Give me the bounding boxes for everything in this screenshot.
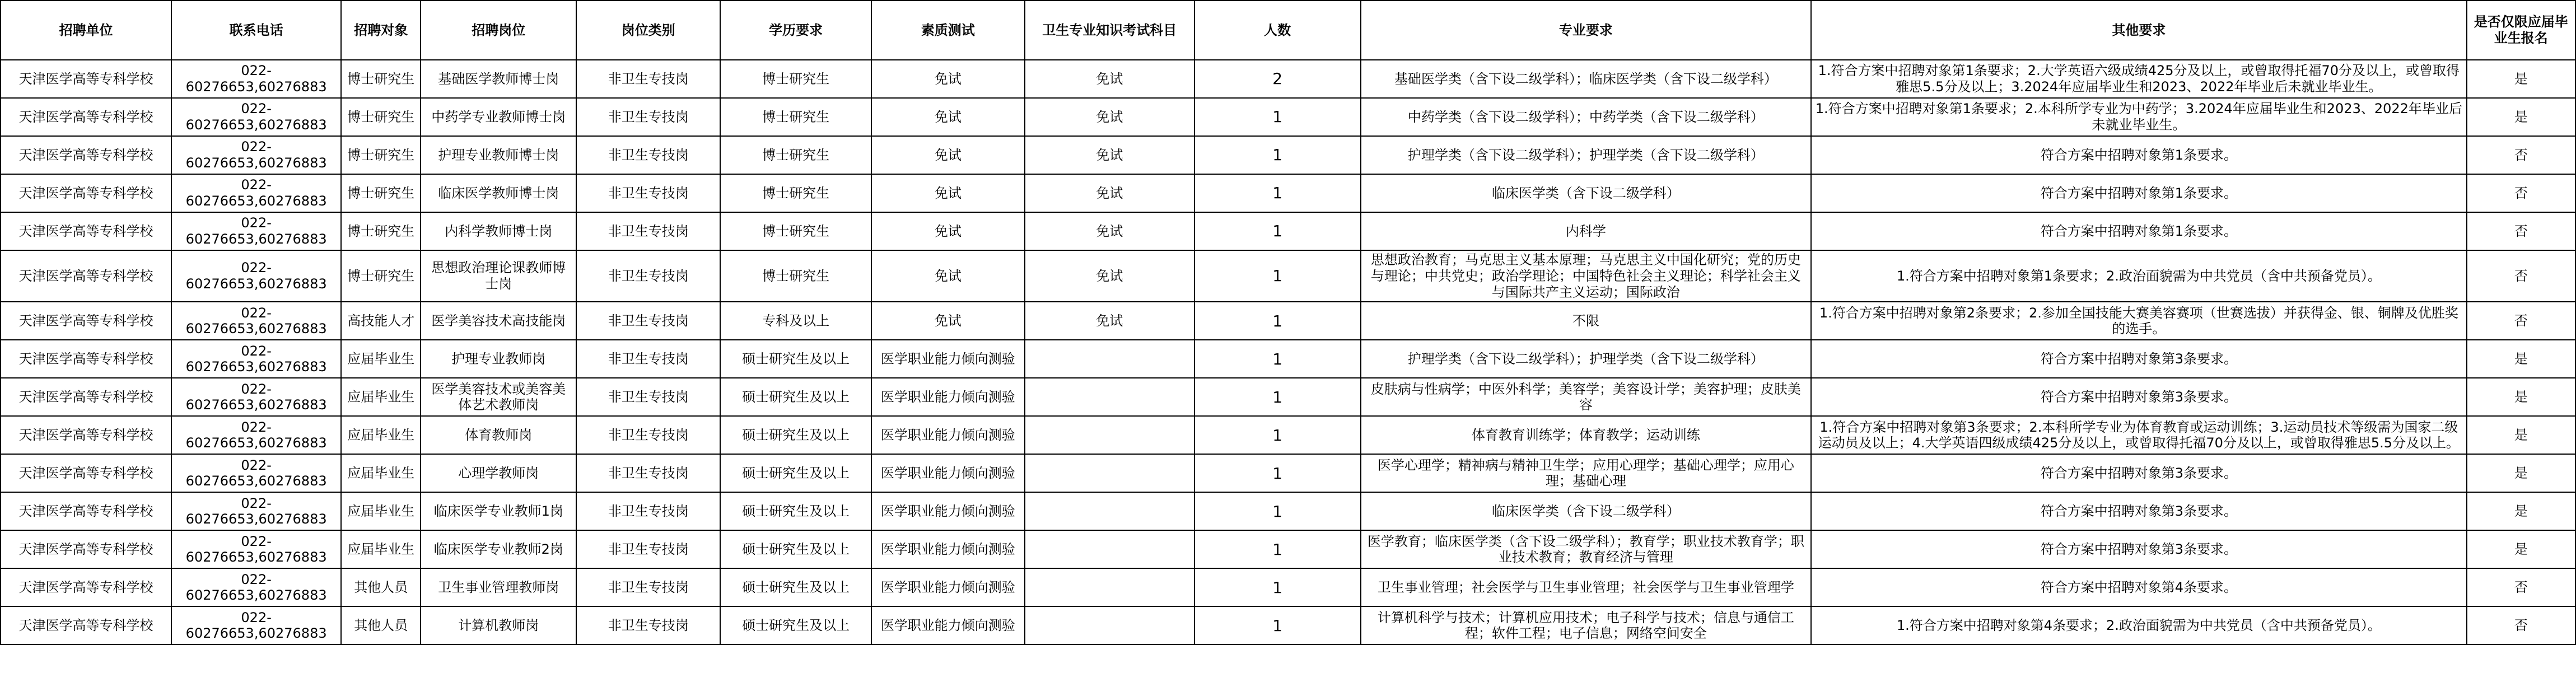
cell-post: 中药学专业教师博士岗 <box>421 98 576 136</box>
cell-major: 思想政治教育；马克思主义基本原理；马克思主义中国化研究；党的历史与理论；中共党史；政治学理论；中国特色社会主义理论；科学社会主义与国际共产主义运动；国际政治 <box>1361 250 1812 302</box>
cell-education: 博士研究生 <box>720 212 871 250</box>
header-phone: 联系电话 <box>171 1 341 60</box>
cell-fresh: 是 <box>2467 378 2575 416</box>
cell-test: 医学职业能力倾向测验 <box>871 340 1025 378</box>
cell-major: 体育教育训练学；体育教学；运动训练 <box>1361 416 1812 454</box>
cell-major: 不限 <box>1361 302 1812 340</box>
cell-test: 医学职业能力倾向测验 <box>871 454 1025 492</box>
table-row <box>1 174 2575 212</box>
cell-exam: 免试 <box>1025 136 1194 174</box>
cell-target: 应届毕业生 <box>341 416 421 454</box>
header-target: 招聘对象 <box>341 1 421 60</box>
cell-major: 临床医学类（含下设二级学科） <box>1361 174 1812 212</box>
table-row <box>1 454 2575 492</box>
cell-major: 医学心理学；精神病与精神卫生学；应用心理学；基础心理学；应用心理；基础心理 <box>1361 454 1812 492</box>
cell-target: 高技能人才 <box>341 302 421 340</box>
cell-category: 非卫生专技岗 <box>576 212 720 250</box>
table-row <box>1 60 2575 98</box>
cell-target: 博士研究生 <box>341 212 421 250</box>
cell-fresh: 否 <box>2467 212 2575 250</box>
cell-target: 其他人员 <box>341 606 421 644</box>
cell-other: 符合方案中招聘对象第1条要求。 <box>1811 174 2466 212</box>
cell-category: 非卫生专技岗 <box>576 378 720 416</box>
cell-unit: 天津医学高等专科学校 <box>1 530 171 568</box>
cell-post: 护理专业教师岗 <box>421 340 576 378</box>
header-category: 岗位类别 <box>576 1 720 60</box>
cell-unit: 天津医学高等专科学校 <box>1 98 171 136</box>
cell-post: 临床医学专业教师1岗 <box>421 492 576 530</box>
cell-category: 非卫生专技岗 <box>576 136 720 174</box>
cell-fresh: 否 <box>2467 136 2575 174</box>
table-row <box>1 530 2575 568</box>
cell-other: 符合方案中招聘对象第3条要求。 <box>1811 340 2466 378</box>
cell-fresh: 是 <box>2467 416 2575 454</box>
cell-post: 体育教师岗 <box>421 416 576 454</box>
cell-post: 思想政治理论课教师博士岗 <box>421 250 576 302</box>
cell-category: 非卫生专技岗 <box>576 340 720 378</box>
cell-education: 硕士研究生及以上 <box>720 530 871 568</box>
cell-category: 非卫生专技岗 <box>576 60 720 98</box>
cell-exam <box>1025 454 1194 492</box>
cell-exam <box>1025 340 1194 378</box>
cell-count: 1 <box>1194 340 1361 378</box>
cell-test: 医学职业能力倾向测验 <box>871 378 1025 416</box>
cell-education: 硕士研究生及以上 <box>720 568 871 606</box>
cell-other: 符合方案中招聘对象第3条要求。 <box>1811 492 2466 530</box>
cell-fresh: 否 <box>2467 174 2575 212</box>
cell-post: 护理专业教师博士岗 <box>421 136 576 174</box>
cell-phone: 022-60276653,60276883 <box>171 60 341 98</box>
header-unit: 招聘单位 <box>1 1 171 60</box>
cell-target: 应届毕业生 <box>341 530 421 568</box>
cell-other: 1.符合方案中招聘对象第1条要求；2.本科所学专业为中药学；3.2024年应届毕业生和2023、2022年毕业后未就业毕业生。 <box>1811 98 2466 136</box>
header-fresh: 是否仅限应届毕业生报名 <box>2467 1 2575 60</box>
cell-count: 1 <box>1194 212 1361 250</box>
cell-other: 1.符合方案中招聘对象第4条要求；2.政治面貌需为中共党员（含中共预备党员）。 <box>1811 606 2466 644</box>
cell-target: 应届毕业生 <box>341 492 421 530</box>
cell-unit: 天津医学高等专科学校 <box>1 174 171 212</box>
cell-unit: 天津医学高等专科学校 <box>1 492 171 530</box>
table-row <box>1 416 2575 454</box>
cell-fresh: 是 <box>2467 98 2575 136</box>
header-major: 专业要求 <box>1361 1 1812 60</box>
cell-test: 免试 <box>871 136 1025 174</box>
cell-test: 免试 <box>871 98 1025 136</box>
cell-count: 1 <box>1194 454 1361 492</box>
cell-exam: 免试 <box>1025 174 1194 212</box>
cell-target: 博士研究生 <box>341 136 421 174</box>
cell-test: 免试 <box>871 174 1025 212</box>
cell-phone: 022-60276653,60276883 <box>171 174 341 212</box>
cell-exam <box>1025 416 1194 454</box>
cell-post: 内科学教师博士岗 <box>421 212 576 250</box>
cell-major: 医学教育；临床医学类（含下设二级学科）；教育学；职业技术教育学；职业技术教育；教育经济与管理 <box>1361 530 1812 568</box>
cell-unit: 天津医学高等专科学校 <box>1 340 171 378</box>
table-row <box>1 492 2575 530</box>
cell-category: 非卫生专技岗 <box>576 174 720 212</box>
table-row <box>1 568 2575 606</box>
cell-post: 基础医学教师博士岗 <box>421 60 576 98</box>
cell-unit: 天津医学高等专科学校 <box>1 212 171 250</box>
cell-category: 非卫生专技岗 <box>576 530 720 568</box>
cell-category: 非卫生专技岗 <box>576 492 720 530</box>
cell-major: 临床医学类（含下设二级学科） <box>1361 492 1812 530</box>
cell-other: 符合方案中招聘对象第3条要求。 <box>1811 378 2466 416</box>
cell-target: 博士研究生 <box>341 60 421 98</box>
cell-other: 1.符合方案中招聘对象第1条要求；2.大学英语六级成绩425分及以上，或曾取得托福70分及以上，或曾取得雅思5.5分及以上；3.2024年应届毕业生和2023、2022年毕业后未就业毕业生。 <box>1811 60 2466 98</box>
cell-count: 1 <box>1194 98 1361 136</box>
cell-major: 皮肤病与性病学；中医外科学；美容学；美容设计学；美容护理；皮肤美容 <box>1361 378 1812 416</box>
cell-test: 医学职业能力倾向测验 <box>871 492 1025 530</box>
table-row <box>1 136 2575 174</box>
cell-phone: 022-60276653,60276883 <box>171 568 341 606</box>
cell-test: 免试 <box>871 212 1025 250</box>
cell-phone: 022-60276653,60276883 <box>171 378 341 416</box>
cell-fresh: 否 <box>2467 606 2575 644</box>
cell-count: 1 <box>1194 606 1361 644</box>
cell-unit: 天津医学高等专科学校 <box>1 568 171 606</box>
table-row <box>1 212 2575 250</box>
cell-education: 硕士研究生及以上 <box>720 340 871 378</box>
cell-other: 1.符合方案中招聘对象第2条要求；2.参加全国技能大赛美容赛项（世赛选拔）并获得金、银、铜牌及优胜奖的选手。 <box>1811 302 2466 340</box>
cell-phone: 022-60276653,60276883 <box>171 250 341 302</box>
table-row <box>1 378 2575 416</box>
cell-post: 临床医学教师博士岗 <box>421 174 576 212</box>
cell-phone: 022-60276653,60276883 <box>171 530 341 568</box>
cell-count: 1 <box>1194 302 1361 340</box>
cell-exam: 免试 <box>1025 212 1194 250</box>
cell-fresh: 否 <box>2467 250 2575 302</box>
cell-count: 1 <box>1194 530 1361 568</box>
cell-exam: 免试 <box>1025 302 1194 340</box>
cell-exam: 免试 <box>1025 60 1194 98</box>
cell-fresh: 否 <box>2467 302 2575 340</box>
cell-test: 免试 <box>871 250 1025 302</box>
cell-category: 非卫生专技岗 <box>576 606 720 644</box>
header-education: 学历要求 <box>720 1 871 60</box>
cell-major: 计算机科学与技术；计算机应用技术；电子科学与技术；信息与通信工程；软件工程；电子信息；网络空间安全 <box>1361 606 1812 644</box>
cell-category: 非卫生专技岗 <box>576 568 720 606</box>
cell-target: 应届毕业生 <box>341 378 421 416</box>
header-other: 其他要求 <box>1811 1 2466 60</box>
cell-category: 非卫生专技岗 <box>576 454 720 492</box>
cell-post: 医学美容技术或美容美体艺术教师岗 <box>421 378 576 416</box>
cell-major: 中药学类（含下设二级学科）；中药学类（含下设二级学科） <box>1361 98 1812 136</box>
cell-exam <box>1025 530 1194 568</box>
cell-phone: 022-60276653,60276883 <box>171 212 341 250</box>
cell-count: 1 <box>1194 378 1361 416</box>
cell-other: 1.符合方案中招聘对象第3条要求；2.本科所学专业为体育教育或运动训练；3.运动员技术等级需为国家二级运动员及以上；4.大学英语四级成绩425分及以上，或曾取得托福70分及以上，或曾取得雅思5.5分及以上。 <box>1811 416 2466 454</box>
cell-fresh: 是 <box>2467 454 2575 492</box>
cell-education: 专科及以上 <box>720 302 871 340</box>
cell-education: 博士研究生 <box>720 250 871 302</box>
cell-major: 内科学 <box>1361 212 1812 250</box>
cell-test: 医学职业能力倾向测验 <box>871 530 1025 568</box>
cell-phone: 022-60276653,60276883 <box>171 606 341 644</box>
cell-post: 临床医学专业教师2岗 <box>421 530 576 568</box>
cell-phone: 022-60276653,60276883 <box>171 136 341 174</box>
cell-other: 符合方案中招聘对象第1条要求。 <box>1811 212 2466 250</box>
cell-test: 医学职业能力倾向测验 <box>871 606 1025 644</box>
cell-other: 符合方案中招聘对象第3条要求。 <box>1811 530 2466 568</box>
cell-target: 博士研究生 <box>341 250 421 302</box>
cell-other: 符合方案中招聘对象第3条要求。 <box>1811 454 2466 492</box>
table-row <box>1 606 2575 644</box>
header-test: 素质测试 <box>871 1 1025 60</box>
cell-target: 博士研究生 <box>341 98 421 136</box>
cell-education: 硕士研究生及以上 <box>720 416 871 454</box>
cell-test: 医学职业能力倾向测验 <box>871 568 1025 606</box>
cell-count: 1 <box>1194 568 1361 606</box>
cell-test: 医学职业能力倾向测验 <box>871 416 1025 454</box>
cell-target: 应届毕业生 <box>341 454 421 492</box>
cell-count: 1 <box>1194 492 1361 530</box>
cell-unit: 天津医学高等专科学校 <box>1 60 171 98</box>
cell-education: 博士研究生 <box>720 174 871 212</box>
cell-major: 护理学类（含下设二级学科）；护理学类（含下设二级学科） <box>1361 136 1812 174</box>
cell-other: 符合方案中招聘对象第1条要求。 <box>1811 136 2466 174</box>
cell-count: 1 <box>1194 136 1361 174</box>
cell-phone: 022-60276653,60276883 <box>171 98 341 136</box>
cell-category: 非卫生专技岗 <box>576 98 720 136</box>
cell-target: 博士研究生 <box>341 174 421 212</box>
cell-exam: 免试 <box>1025 98 1194 136</box>
cell-major: 卫生事业管理；社会医学与卫生事业管理；社会医学与卫生事业管理学 <box>1361 568 1812 606</box>
cell-count: 2 <box>1194 60 1361 98</box>
cell-other: 1.符合方案中招聘对象第1条要求；2.政治面貌需为中共党员（含中共预备党员）。 <box>1811 250 2466 302</box>
cell-phone: 022-60276653,60276883 <box>171 492 341 530</box>
cell-fresh: 是 <box>2467 530 2575 568</box>
cell-education: 博士研究生 <box>720 136 871 174</box>
header-post: 招聘岗位 <box>421 1 576 60</box>
cell-exam <box>1025 568 1194 606</box>
cell-major: 基础医学类（含下设二级学科）；临床医学类（含下设二级学科） <box>1361 60 1812 98</box>
cell-unit: 天津医学高等专科学校 <box>1 606 171 644</box>
header-count: 人数 <box>1194 1 1361 60</box>
cell-exam <box>1025 492 1194 530</box>
cell-unit: 天津医学高等专科学校 <box>1 302 171 340</box>
cell-target: 应届毕业生 <box>341 340 421 378</box>
cell-exam <box>1025 378 1194 416</box>
table-row <box>1 98 2575 136</box>
cell-phone: 022-60276653,60276883 <box>171 454 341 492</box>
cell-post: 心理学教师岗 <box>421 454 576 492</box>
cell-fresh: 是 <box>2467 60 2575 98</box>
cell-unit: 天津医学高等专科学校 <box>1 250 171 302</box>
cell-education: 硕士研究生及以上 <box>720 454 871 492</box>
cell-education: 博士研究生 <box>720 98 871 136</box>
cell-test: 免试 <box>871 60 1025 98</box>
cell-count: 1 <box>1194 250 1361 302</box>
cell-exam <box>1025 606 1194 644</box>
cell-education: 硕士研究生及以上 <box>720 492 871 530</box>
header-row <box>1 1 2575 60</box>
cell-unit: 天津医学高等专科学校 <box>1 416 171 454</box>
cell-count: 1 <box>1194 174 1361 212</box>
table-row <box>1 340 2575 378</box>
table-row <box>1 250 2575 302</box>
cell-education: 硕士研究生及以上 <box>720 606 871 644</box>
table-row <box>1 302 2575 340</box>
cell-post: 医学美容技术高技能岗 <box>421 302 576 340</box>
cell-education: 博士研究生 <box>720 60 871 98</box>
cell-phone: 022-60276653,60276883 <box>171 302 341 340</box>
cell-fresh: 是 <box>2467 340 2575 378</box>
cell-major: 护理学类（含下设二级学科）；护理学类（含下设二级学科） <box>1361 340 1812 378</box>
cell-category: 非卫生专技岗 <box>576 302 720 340</box>
cell-education: 硕士研究生及以上 <box>720 378 871 416</box>
cell-category: 非卫生专技岗 <box>576 250 720 302</box>
cell-category: 非卫生专技岗 <box>576 416 720 454</box>
cell-target: 其他人员 <box>341 568 421 606</box>
cell-post: 卫生事业管理教师岗 <box>421 568 576 606</box>
cell-fresh: 否 <box>2467 568 2575 606</box>
cell-unit: 天津医学高等专科学校 <box>1 136 171 174</box>
cell-unit: 天津医学高等专科学校 <box>1 378 171 416</box>
cell-post: 计算机教师岗 <box>421 606 576 644</box>
cell-test: 免试 <box>871 302 1025 340</box>
cell-count: 1 <box>1194 416 1361 454</box>
header-exam: 卫生专业知识考试科目 <box>1025 1 1194 60</box>
cell-unit: 天津医学高等专科学校 <box>1 454 171 492</box>
cell-phone: 022-60276653,60276883 <box>171 416 341 454</box>
cell-other: 符合方案中招聘对象第4条要求。 <box>1811 568 2466 606</box>
cell-fresh: 是 <box>2467 492 2575 530</box>
cell-phone: 022-60276653,60276883 <box>171 340 341 378</box>
cell-exam: 免试 <box>1025 250 1194 302</box>
